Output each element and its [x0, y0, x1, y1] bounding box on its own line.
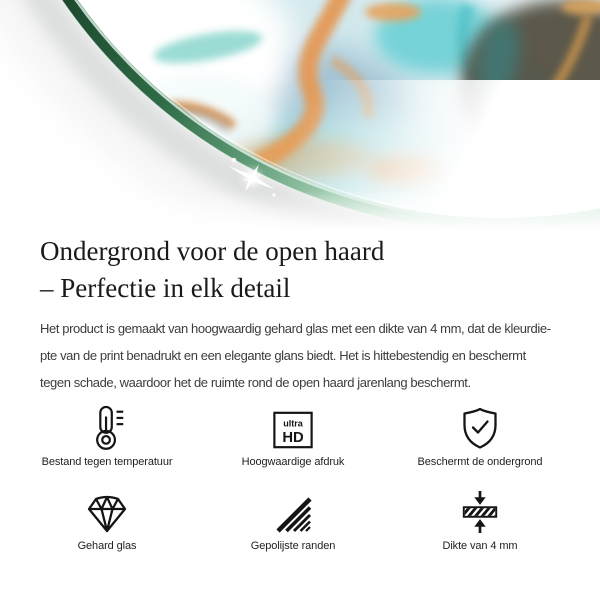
feature-temperature-resistant — [17, 402, 197, 468]
thickness-compress-icon — [459, 486, 501, 534]
page-title-line2: – Perfectie in elk detail — [40, 273, 291, 303]
ultra-hd-icon — [272, 402, 314, 450]
product-hero-image — [0, 0, 600, 235]
feature-label: Dikte van 4 mm — [442, 540, 518, 552]
shield-check-icon — [460, 402, 500, 450]
feature-label: Gepolijste randen — [250, 540, 336, 552]
feature-print-quality — [203, 402, 383, 468]
feature-polished-edges — [203, 486, 383, 552]
description-line: Het product is gemaakt van hoogwaardig gehard glas met een dikte van 4 mm, dat de kleurdie- — [40, 321, 551, 336]
polished-edges-icon — [273, 486, 313, 534]
feature-protects-surface — [390, 402, 570, 468]
feature-label: Beschermt de ondergrond — [417, 456, 543, 468]
glass-plate-photo — [0, 0, 600, 235]
description-line: pte van de print benadrukt en een elegante glans biedt. Het is hittebestendig en beschermt — [40, 348, 526, 363]
page-title-line1: Ondergrond voor de open haard — [40, 236, 385, 266]
feature-label: Hoogwaardige afdruk — [241, 456, 345, 468]
feature-thickness — [390, 486, 570, 552]
feature-grid — [0, 402, 600, 572]
description-line: tegen schade, waardoor het de ruimte rond de open haard jarenlang beschermt. — [40, 375, 471, 390]
feature-tempered-glass — [17, 486, 197, 552]
product-description — [40, 315, 595, 396]
svg-text:HD: HD — [282, 429, 304, 446]
thermometer-icon — [86, 402, 128, 450]
diamond-icon — [86, 486, 128, 534]
feature-label: Bestand tegen temperatuur — [41, 456, 173, 468]
svg-text:ultra: ultra — [283, 418, 303, 429]
feature-label: Gehard glas — [77, 540, 137, 552]
page-title — [40, 233, 580, 307]
